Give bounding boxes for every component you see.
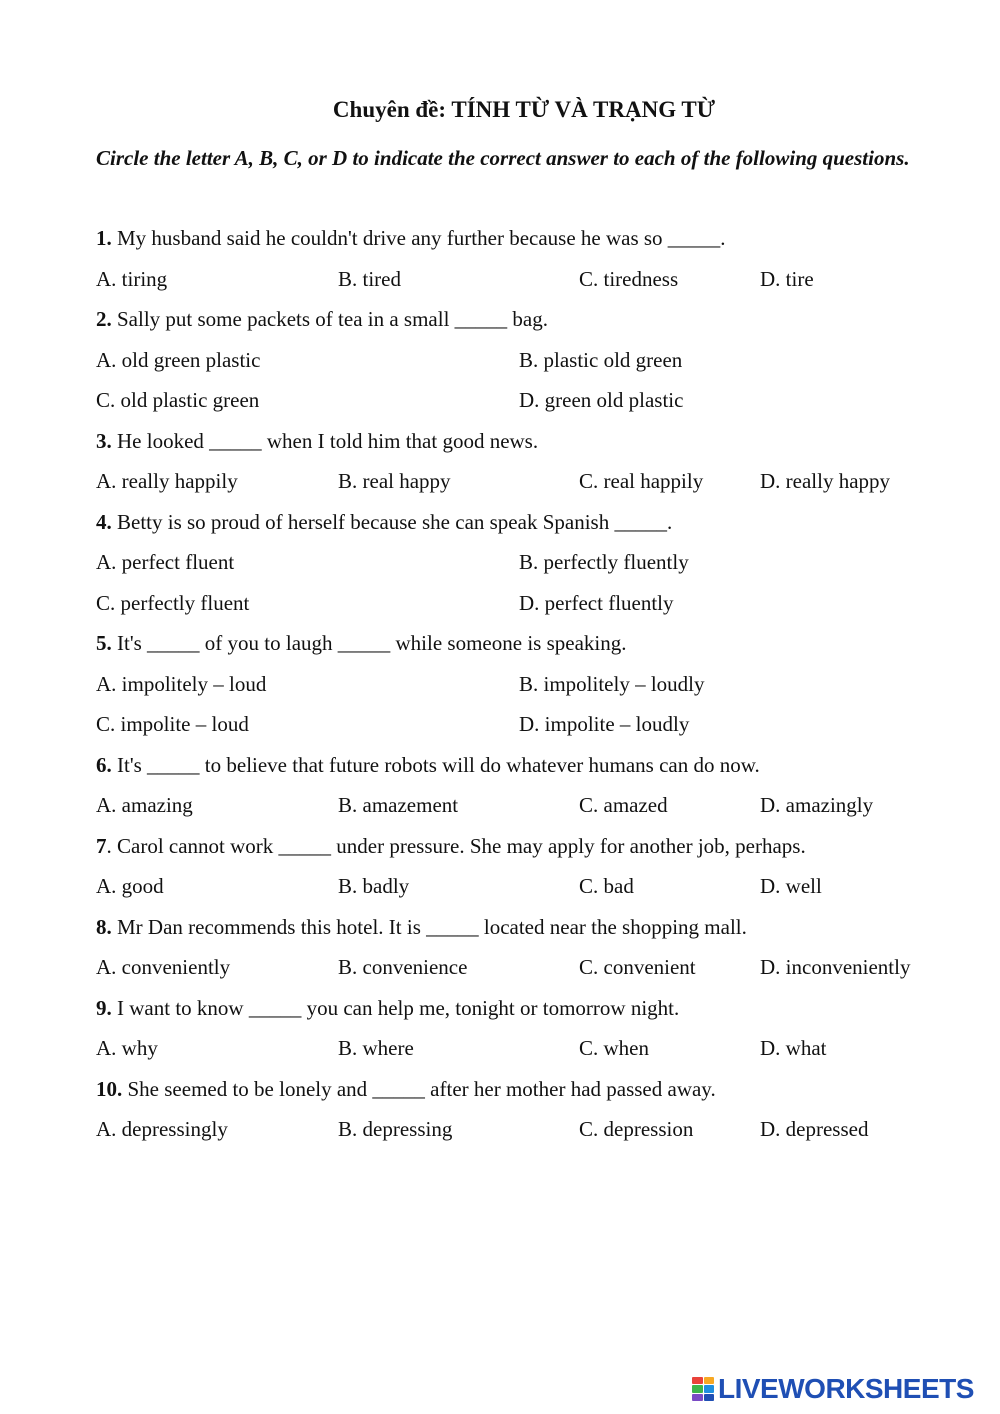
option-c[interactable]: C. tiredness [579, 266, 679, 291]
option-d[interactable]: D. well [760, 874, 822, 898]
question-number: 3. [96, 428, 112, 453]
question-number: 2. [96, 307, 112, 331]
logo-tile [692, 1385, 703, 1392]
question-text: He looked _____ when I told him that good news. [111, 428, 539, 453]
question-7 [96, 826, 976, 867]
question-text: Betty is so proud of herself because she can speak Spanish _____. [111, 509, 673, 534]
options-row-4b [96, 583, 976, 624]
option-c[interactable]: C. convenient [579, 955, 696, 979]
options-row-5a [96, 664, 976, 705]
option-c[interactable]: C. amazed [579, 793, 668, 817]
option-c[interactable]: C. when [579, 1036, 649, 1060]
question-text: She seemed to be lonely and _____ after her mother had passed away. [122, 1076, 716, 1101]
logo-tile [704, 1385, 715, 1392]
option-d[interactable]: D. depressed [760, 1117, 869, 1141]
option-a[interactable]: A. tiring [96, 266, 168, 291]
question-6 [96, 745, 976, 786]
options-row-2b [96, 380, 976, 421]
question-4 [96, 502, 976, 543]
option-d[interactable]: D. impolite – loudly [519, 712, 690, 736]
options-row-3 [96, 461, 976, 502]
question-number: 7 [96, 833, 107, 858]
option-d[interactable]: D. perfect fluently [519, 590, 674, 615]
option-c[interactable]: C. real happily [579, 469, 704, 493]
logo-tile [692, 1394, 703, 1401]
question-text: My husband said he couldn't drive any further because he was so _____. [111, 226, 726, 250]
options-row-6 [96, 785, 976, 826]
question-3 [96, 421, 976, 462]
options-row-10 [96, 1109, 976, 1150]
option-b[interactable]: B. perfectly fluently [519, 550, 689, 574]
option-a[interactable]: A. amazing [96, 793, 193, 817]
option-d[interactable]: D. tire [760, 266, 814, 291]
question-number: 10. [96, 1076, 123, 1101]
option-a[interactable]: A. why [96, 1036, 158, 1060]
question-8 [96, 907, 976, 948]
option-a[interactable]: A. depressingly [96, 1117, 228, 1141]
option-b[interactable]: B. amazement [338, 793, 459, 817]
option-a[interactable]: A. conveniently [96, 955, 231, 979]
option-a[interactable]: A. really happily [96, 469, 238, 493]
option-b[interactable]: B. depressing [338, 1117, 453, 1141]
options-row-8 [96, 947, 976, 988]
page-title: Chuyên đề: TÍNH TỪ VÀ TRẠNG TỪ [332, 97, 716, 122]
question-number: 8. [96, 914, 112, 939]
liveworksheets-logo[interactable] [692, 1374, 974, 1404]
question-number: 5. [96, 631, 112, 655]
option-d[interactable]: D. what [760, 1036, 827, 1060]
question-text: Mr Dan recommends this hotel. It is _____ located near the shopping mall. [111, 914, 747, 939]
option-d[interactable]: D. really happy [760, 469, 891, 493]
question-number: 9. [96, 995, 112, 1020]
question-text: It's _____ to believe that future robots will do whatever humans can do now. [111, 752, 760, 777]
logo-tile [704, 1394, 715, 1401]
question-number: 4. [96, 509, 112, 534]
options-row-4a [96, 542, 976, 583]
liveworksheets-logo-icon [692, 1377, 714, 1401]
option-a[interactable]: A. impolitely – loud [96, 671, 267, 696]
options-row-7 [96, 866, 976, 907]
option-d[interactable]: D. green old plastic [519, 388, 684, 412]
option-b[interactable]: B. tired [338, 266, 401, 291]
options-row-1 [96, 259, 976, 300]
question-number: 6. [96, 752, 112, 777]
option-c[interactable]: C. depression [579, 1117, 694, 1141]
option-a[interactable]: A. perfect fluent [96, 550, 235, 574]
instruction-text: Circle the letter A, B, C, or D to indicate the correct answer to each of the following questions. [96, 146, 910, 170]
question-2 [96, 299, 976, 340]
logo-tile [692, 1377, 703, 1384]
option-a[interactable]: A. old green plastic [96, 347, 261, 372]
option-c[interactable]: C. old plastic green [96, 388, 260, 412]
question-text: . Carol cannot work _____ under pressure. She may apply for another job, perhaps. [106, 833, 806, 858]
options-row-2a [96, 340, 976, 381]
options-row-5b [96, 704, 976, 745]
question-number: 1. [96, 226, 112, 250]
option-c[interactable]: C. impolite – loud [96, 712, 249, 736]
option-c[interactable]: C. bad [579, 874, 634, 898]
question-list [96, 218, 976, 1150]
option-b[interactable]: B. plastic old green [519, 347, 683, 372]
option-b[interactable]: B. impolitely – loudly [519, 671, 705, 696]
option-b[interactable]: B. convenience [338, 955, 468, 979]
logo-tile [704, 1377, 715, 1384]
option-d[interactable]: D. amazingly [760, 793, 874, 817]
question-text: Sally put some packets of tea in a small _____ bag. [111, 307, 548, 331]
option-b[interactable]: B. real happy [338, 469, 451, 493]
question-9 [96, 988, 976, 1029]
question-5 [96, 623, 976, 664]
option-a[interactable]: A. good [96, 874, 164, 898]
question-10 [96, 1069, 976, 1110]
option-b[interactable]: B. where [338, 1036, 414, 1060]
question-text: I want to know _____ you can help me, tonight or tomorrow night. [111, 995, 680, 1020]
logo-text: LIVEWORKSHEETS [718, 1373, 974, 1404]
option-d[interactable]: D. inconveniently [760, 955, 911, 979]
option-c[interactable]: C. perfectly fluent [96, 590, 250, 615]
option-b[interactable]: B. badly [338, 874, 410, 898]
options-row-9 [96, 1028, 976, 1069]
question-1 [96, 218, 976, 259]
question-text: It's _____ of you to laugh _____ while someone is speaking. [111, 631, 627, 655]
